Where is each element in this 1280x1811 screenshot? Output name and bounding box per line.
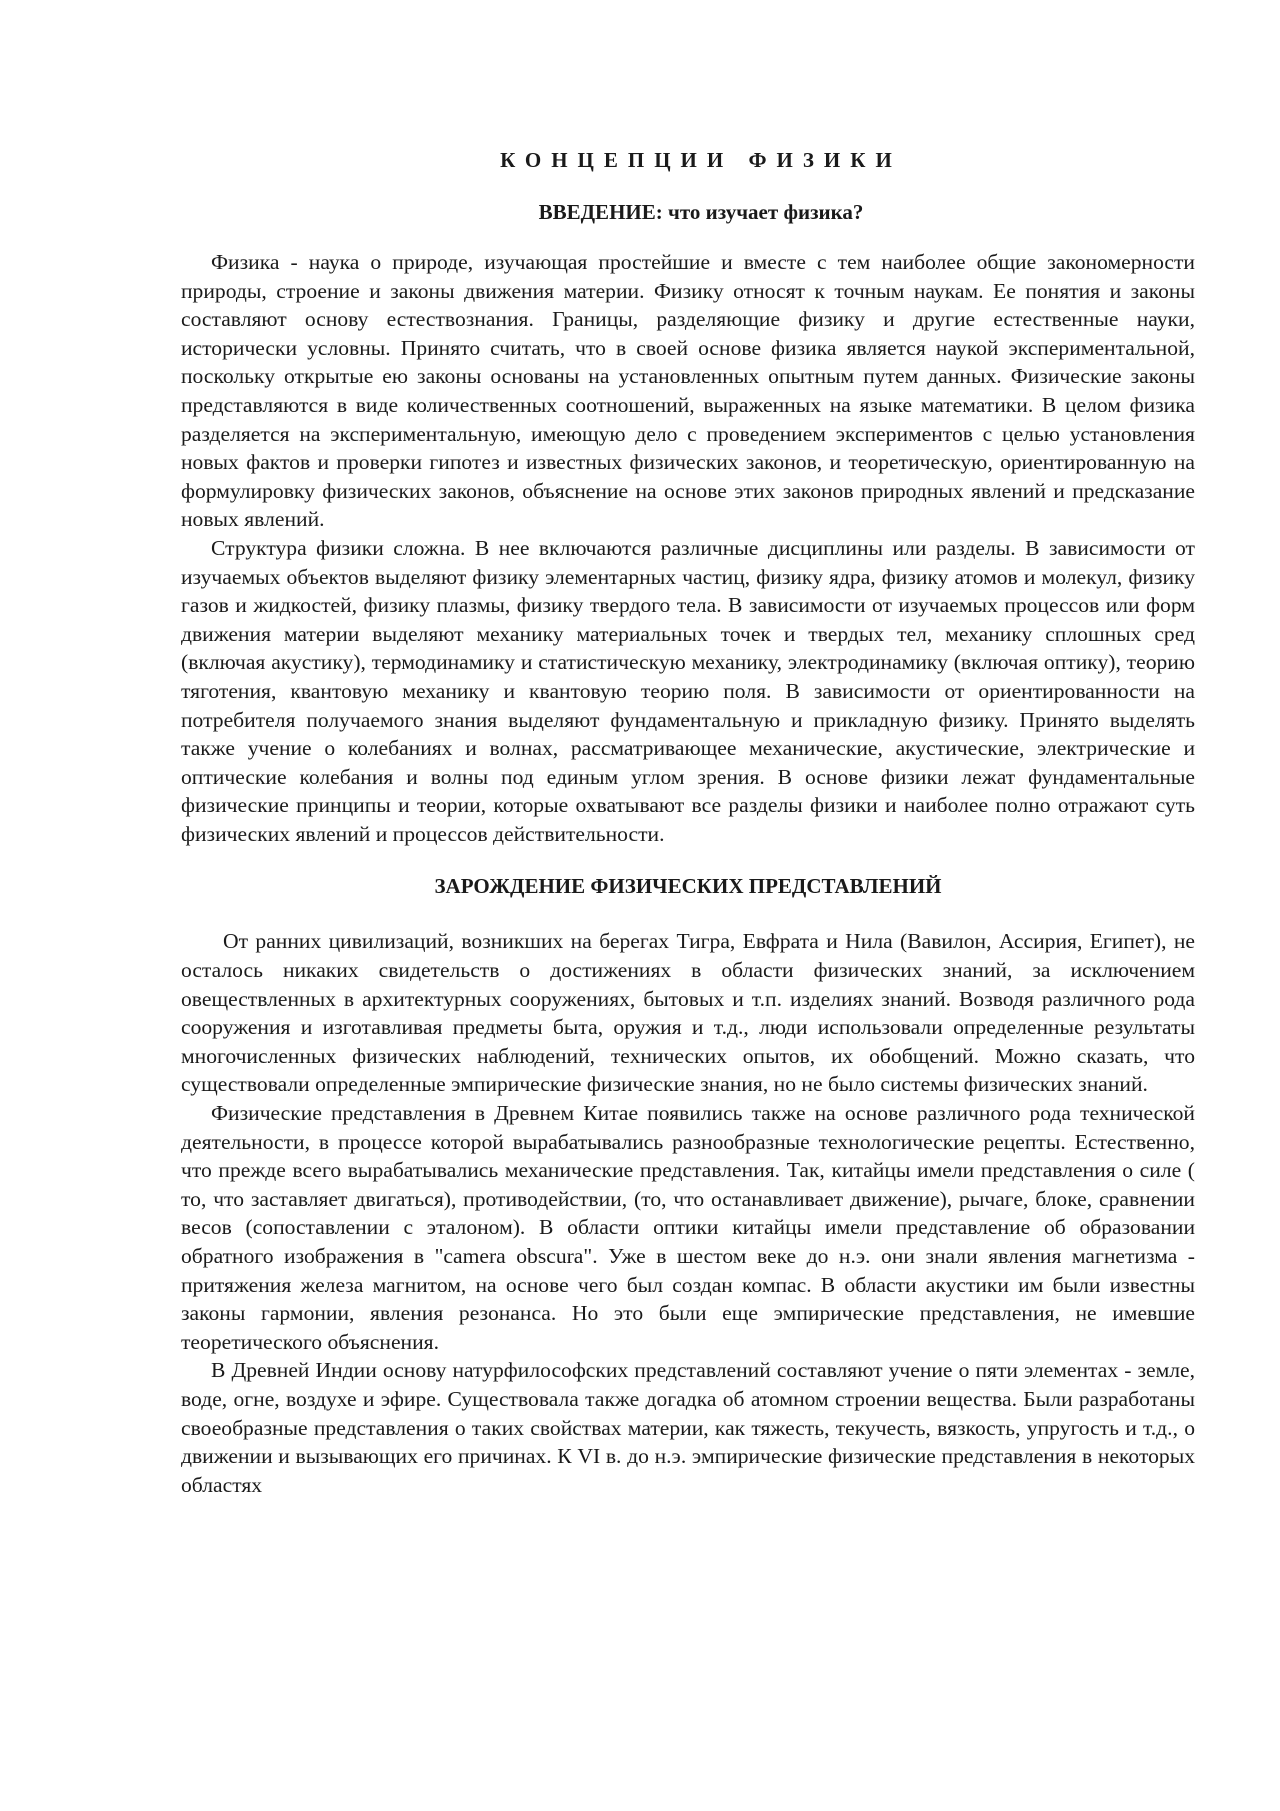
paragraph-section-2: Физические представления в Древнем Китае появились также на основе различного рода технической деятельности, в процессе которой вырабатывались разнообразные технологические рецепты. Естественно, что прежде всего вырабатывались механические представления. Так, китайцы имели представления о силе ( то, что заставляет двигаться), противодействии, (то, что останавливает движение), рычаге, блоке, сравнении весов (сопоставлении с эталоном). В области оптики китайцы имели представление об образовании обратного изображения в "camera obscura". Уже в шестом веке до н.э. они знали явления магнетизма - притяжения железа магнитом, на основе чего был создан компас. В области акустики им были известны законы гармонии, явления резонанса. Но это были еще эмпирические представления, не имевшие теоретического объяснения. — [181, 1101, 1195, 1354]
section-heading: ЗАРОЖДЕНИЕ ФИЗИЧЕСКИХ ПРЕДСТАВЛЕНИЙ — [434, 874, 942, 899]
paragraph-intro-1: Физика - наука о природе, изучающая простейшие и вместе с тем наиболее общие закономерности природы, строение и законы движения материи. Физику относят к точным наукам. Ее понятия и законы составляют основу естествознания. Границы, разделяющие физику и другие естественные науки, исторически условны. Принято считать, что в своей основе физика является наукой экспериментальной, поскольку открытые ею законы основаны на установленных опытным путем данных. Физические законы представляются в виде количественных соотношений, выраженных на языке математики. В целом физика разделяется на экспериментальную, имеющую дело с проведением экспериментов с целью установления новых фактов и проверки гипотез и известных физических законов, и теоретическую, ориентированную на формулировку физических законов, объяснение на основе этих законов природных явлений и предсказание новых явлений. — [181, 250, 1195, 532]
document-title: КОНЦЕПЦИИ ФИЗИКИ — [500, 148, 902, 172]
paragraph-section-3: В Древней Индии основу натурфилософских представлений составляют учение о пяти элементах - земле, воде, огне, воздухе и эфире. Существовала также догадка об атомном строении вещества. Были разработаны своеобразные представления о таких свойствах материи, как тяжесть, текучесть, вязкость, упругость и т.д., о движении и вызывающих его причинах. К VI в. до н.э. эмпирические физические представления в некоторых областях — [181, 1358, 1195, 1497]
paragraph-section-1: От ранних цивилизаций, возникших на берегах Тигра, Евфрата и Нила (Вавилон, Ассирия, Египет), не осталось никаких свидетельств о достижениях в области физических знаний, за исключением овеществленных в архитектурных сооружениях, бытовых и т.п. изделиях знаний. Возводя различного рода сооружения и изготавливая предметы быта, оружия и т.д., люди использовали определенные результаты многочисленных физических наблюдений, технических опытов, их обобщений. Можно сказать, что существовали определенные эмпирические физические знания, но не было системы физических знаний. — [181, 929, 1195, 1097]
intro-heading: ВВЕДЕНИЕ: что изучает физика? — [538, 200, 864, 224]
paragraph-intro-2: Структура физики сложна. В нее включаются различные дисциплины или разделы. В зависимости от изучаемых объектов выделяют физику элементарных частиц, физику ядра, физику атомов и молекул, физику газов и жидкостей, физику плазмы, физику твердого тела. В зависимости от изучаемых процессов или форм движения материи выделяют механику материальных точек и твердых тел, механику сплошных сред (включая акустику), термодинамику и статистическую механику, электродинамику (включая оптику), теорию тяготения, квантовую механику и квантовую теорию поля. В зависимости от ориентированности на потребителя получаемого знания выделяют фундаментальную и прикладную физику. Принято выделять также учение о колебаниях и волнах, рассматривающее механические, акустические, электрические и оптические колебания и волны под единым углом зрения. В основе физики лежат фундаментальные физические принципы и теории, которые охватывают все разделы физики и наиболее полно отражают суть физических явлений и процессов действительности. — [181, 535, 1195, 846]
